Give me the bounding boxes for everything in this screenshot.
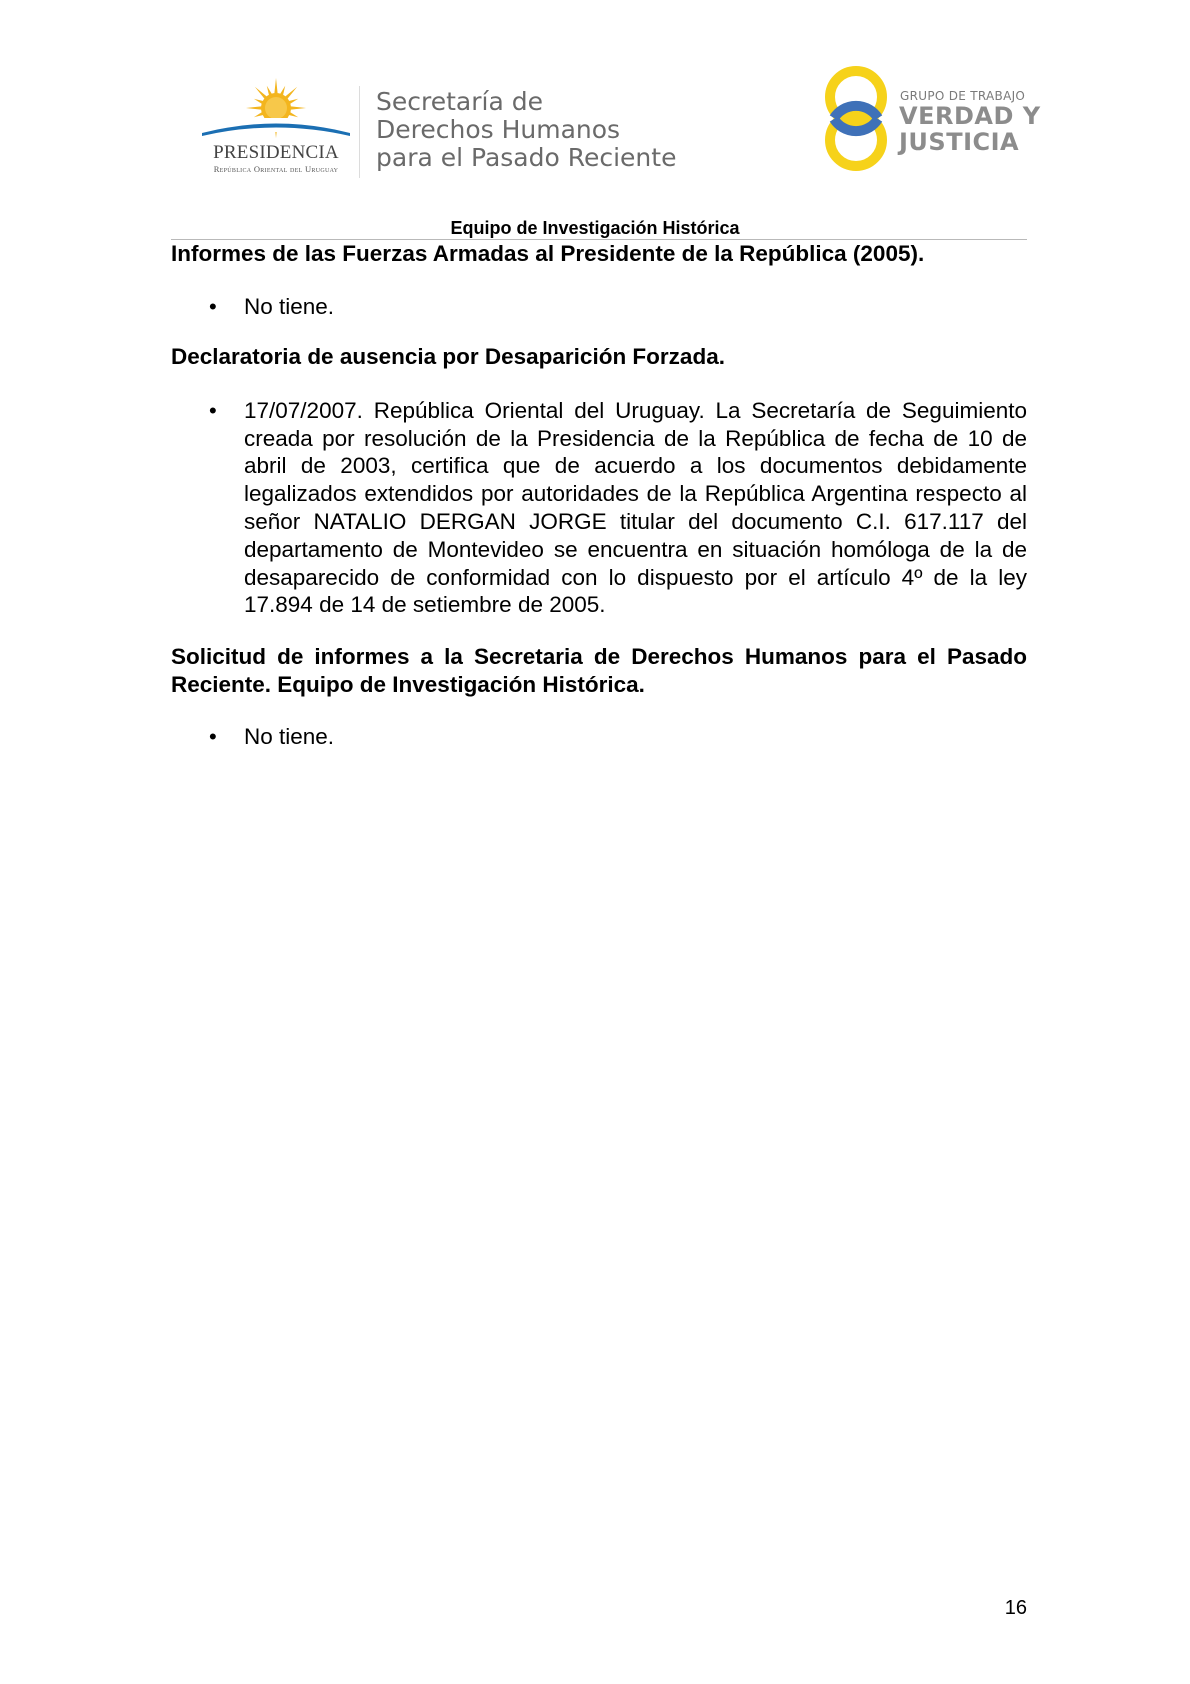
bullet-text: 17/07/2007. República Oriental del Uruguay. La Secretaría de Seguimiento creada por resolución de la Presidencia de la República de fecha de 10 de abril de 2003, certifica que de acuerdo a los documentos debidamente legalizados extendidos por autoridades de la República Argentina respecto al señor NATALIO DERGAN JORGE titular del documento C.I. 617.117 del departamento de Montevideo se encuentra en situación homóloga de la de desaparecido de conformidad con lo dispuesto por el artículo 4º de la ley 17.894 de 14 de setiembre de 2005. xyxy=(244,397,1027,618)
bullet-icon: • xyxy=(209,397,217,423)
bullet-list-solicitud xyxy=(171,723,1027,751)
section-heading-solicitud: Solicitud de informes a la Secretaria de Derechos Humanos para el Pasado Reciente. Equipo de Investigación Histórica. xyxy=(171,644,1027,697)
bullet-text: No tiene. xyxy=(244,293,335,319)
bullet-icon: • xyxy=(209,724,217,750)
bullet-text: No tiene. xyxy=(244,724,335,750)
sun-emblem-icon xyxy=(196,78,356,142)
sun-ray xyxy=(246,106,262,109)
page-number: 16 xyxy=(1004,1597,1027,1619)
document-body xyxy=(171,240,1027,751)
presidencia-logo xyxy=(196,78,356,178)
secretaria-line-1: Secretaría de xyxy=(376,87,543,116)
grupo-line-2: JUSTICIA xyxy=(899,128,1020,156)
grupo-verdad-justicia-logo xyxy=(820,56,1040,181)
bullet-list-declaratoria xyxy=(171,397,1027,619)
section-heading-informes: Informes de las Fuerzas Armadas al Presidente de la República (2005). xyxy=(171,241,925,266)
page-header xyxy=(0,0,1190,238)
secretaria-line-2: Derechos Humanos xyxy=(376,115,621,144)
grupo-small-text: GRUPO DE TRABAJO xyxy=(900,89,1026,103)
logo-divider xyxy=(359,86,360,178)
list-item xyxy=(171,723,1027,751)
list-item xyxy=(171,293,1027,321)
secretaria-logo-text xyxy=(376,88,716,172)
bullet-list-informes xyxy=(171,293,1027,321)
sun-ray xyxy=(290,106,306,109)
presidencia-subtitle: República Oriental del Uruguay xyxy=(213,164,339,174)
secretaria-line-3: para el Pasado Reciente xyxy=(376,143,677,172)
header-caption: Equipo de Investigación Histórica xyxy=(450,218,740,238)
section-heading-declaratoria: Declaratoria de ausencia por Desaparición Forzada. xyxy=(171,344,725,370)
presidencia-name: PRESIDENCIA xyxy=(213,142,339,163)
list-item xyxy=(171,397,1027,619)
sun-ray xyxy=(274,78,277,94)
bullet-icon: • xyxy=(209,293,217,319)
linked-rings-icon xyxy=(820,56,900,181)
grupo-line-1: VERDAD Y xyxy=(899,102,1041,130)
